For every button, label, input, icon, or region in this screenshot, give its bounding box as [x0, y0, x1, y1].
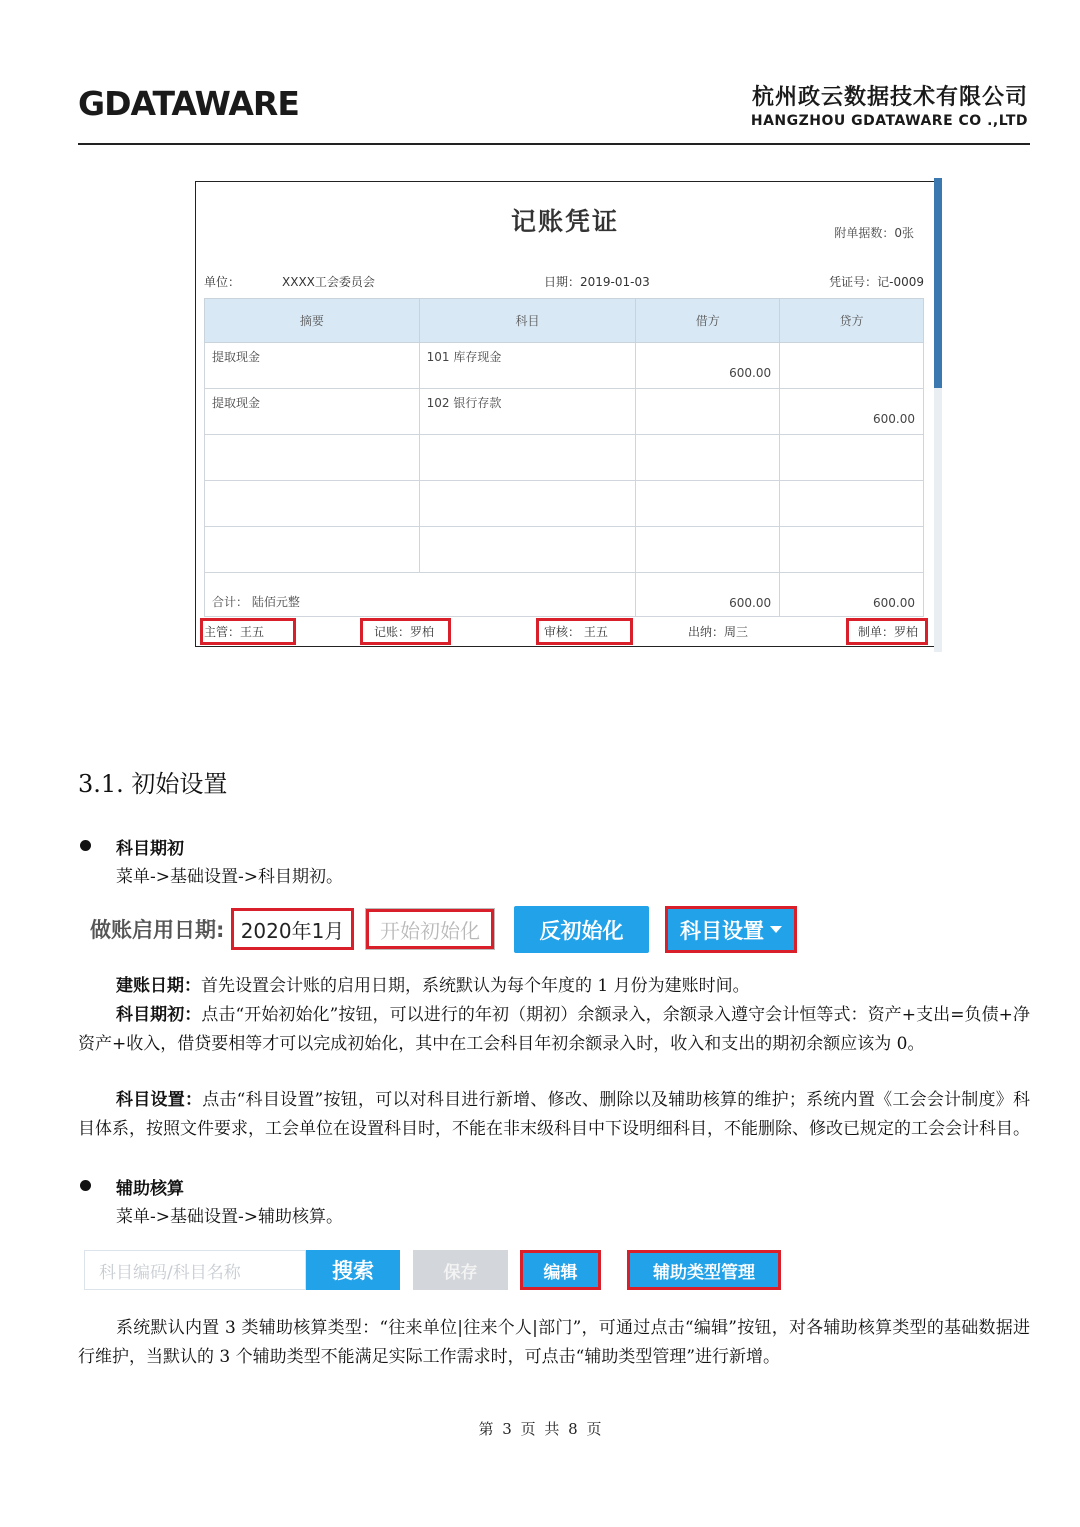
cell-debit: [636, 481, 780, 527]
para-subject-opening-text: 点击“开始初始化”按钮，可以进行的年初（期初）余额录入，余额录入遵守会计恒等式：资产+支出=负债+净资产+收入，借贷要相等才可以完成初始化，其中在工会科目年初余额录入时，收入和支出的期初余额应该为 0。: [78, 1005, 1030, 1054]
para-subject-opening: [78, 1001, 1030, 1058]
voucher-attachments: 附单据数：0张: [834, 226, 914, 240]
uninit-button[interactable]: 反初始化: [514, 906, 649, 953]
signature-auditor: 审核： 王五: [544, 625, 608, 639]
total-debit: 600.00: [636, 573, 780, 617]
col-credit: 贷方: [780, 299, 924, 343]
highlight-supervisor: [200, 618, 296, 645]
company-name-en: HANGZHOU GDATAWARE CO .,LTD: [750, 113, 1028, 129]
cell-subject: 101 库存现金: [419, 343, 636, 389]
highlight-bookkeeper: [360, 618, 451, 645]
signature-cashier: 出纳：周三: [688, 625, 749, 639]
para-subject-opening-label: 科目期初：: [116, 1005, 202, 1025]
cell-debit: [636, 527, 780, 573]
voucher-unit: XXXX工会委员会: [282, 275, 375, 289]
highlight-auditor: [536, 618, 633, 645]
start-date-field[interactable]: 2020年1月: [231, 908, 354, 950]
company-logo: GDATAWARE: [78, 84, 299, 123]
highlight-maker: [846, 618, 928, 645]
voucher-table: [204, 298, 924, 617]
voucher-screenshot: [188, 178, 942, 652]
item-subject-opening: 科目期初: [116, 839, 184, 859]
item-auxiliary: 辅助核算: [116, 1179, 184, 1199]
total-label: 合计： 陆佰元整: [205, 573, 636, 617]
table-row: [205, 389, 924, 435]
cell-credit: [780, 435, 924, 481]
para-subject-settings-label: 科目设置：: [116, 1090, 203, 1110]
menu-path-auxiliary: 菜单->基础设置->辅助核算。: [116, 1207, 343, 1227]
voucher-table-header: [205, 299, 924, 343]
table-row: [205, 343, 924, 389]
para-subject-settings: [78, 1086, 1030, 1143]
cell-debit: 600.00: [636, 343, 780, 389]
cell-subject: 102 银行存款: [419, 389, 636, 435]
header-divider: [78, 143, 1030, 145]
bullet-icon: [80, 840, 91, 851]
edit-button[interactable]: 编辑: [520, 1250, 601, 1290]
table-row: [205, 527, 924, 573]
cell-credit: 600.00: [780, 389, 924, 435]
section-title: 3.1. 初始设置: [78, 770, 228, 798]
save-button[interactable]: 保存: [413, 1250, 508, 1290]
voucher-number: 凭证号：记-0009: [829, 275, 924, 289]
para-start-date-text: 首先设置会计账的启用日期，系统默认为每个年度的 1 月份为建账时间。: [201, 976, 750, 996]
window-edge-lower: [934, 388, 942, 652]
col-subject: 科目: [419, 299, 636, 343]
cell-subject: [419, 435, 636, 481]
total-row: [205, 573, 924, 617]
para-subject-settings-text: 点击“科目设置”按钮，可以对科目进行新增、修改、删除以及辅助核算的维护；系统内置《工会会计制度》科目体系，按照文件要求，工会单位在设置科目时，不能在非末级科目中下设明细科目，不能删除、修改已规定的工会会计科目。: [78, 1090, 1031, 1139]
cell-summary: [205, 435, 420, 481]
menu-path-subject-opening: 菜单->基础设置->科目期初。: [116, 867, 343, 887]
voucher-date: 日期：2019-01-03: [544, 275, 650, 289]
start-init-button[interactable]: 开始初始化: [365, 908, 495, 950]
signature-bookkeeper: 记账：罗柏: [374, 625, 435, 639]
para-auxiliary-types: 系统默认内置 3 类辅助核算类型：“往来单位|往来个人|部门”，可通过点击“编辑”按钮，对各辅助核算类型的基础数据进行维护，当默认的 3 个辅助类型不能满足实际工作需求时，可点击“辅助类型管理”进行新增。: [78, 1318, 1030, 1367]
cell-summary: [205, 527, 420, 573]
para-start-date: [78, 972, 1030, 1001]
cell-subject: [419, 481, 636, 527]
voucher-unit-label: 单位：: [204, 275, 241, 289]
page-number: 第 3 页 共 8 页: [478, 1420, 602, 1438]
caret-down-icon: [770, 926, 782, 933]
cell-summary: 提取现金: [205, 343, 420, 389]
bullet-icon: [80, 1180, 91, 1191]
cell-summary: 提取现金: [205, 389, 420, 435]
subject-settings-button[interactable]: [665, 906, 797, 953]
company-name-cn: 杭州政云数据技术有限公司: [751, 85, 1028, 110]
start-date-label: 做账启用日期:: [90, 918, 225, 942]
subject-search-input[interactable]: 科目编码/科目名称: [84, 1250, 306, 1290]
signature-supervisor: 主管：王五: [204, 625, 265, 639]
table-row: [205, 435, 924, 481]
search-button[interactable]: 搜索: [306, 1250, 400, 1290]
cell-subject: [419, 527, 636, 573]
signature-maker: 制单：罗柏: [858, 625, 919, 639]
subject-settings-label: 科目设置: [680, 918, 764, 943]
total-credit: 600.00: [780, 573, 924, 617]
cell-credit: [780, 527, 924, 573]
aux-type-manage-button[interactable]: 辅助类型管理: [627, 1250, 781, 1290]
col-debit: 借方: [636, 299, 780, 343]
voucher-title: 记账凭证: [510, 207, 619, 236]
para-start-date-label: 建账日期：: [116, 976, 201, 996]
cell-debit: [636, 435, 780, 481]
table-row: [205, 481, 924, 527]
cell-debit: [636, 389, 780, 435]
cell-credit: [780, 481, 924, 527]
col-summary: 摘要: [205, 299, 420, 343]
cell-credit: [780, 343, 924, 389]
cell-summary: [205, 481, 420, 527]
